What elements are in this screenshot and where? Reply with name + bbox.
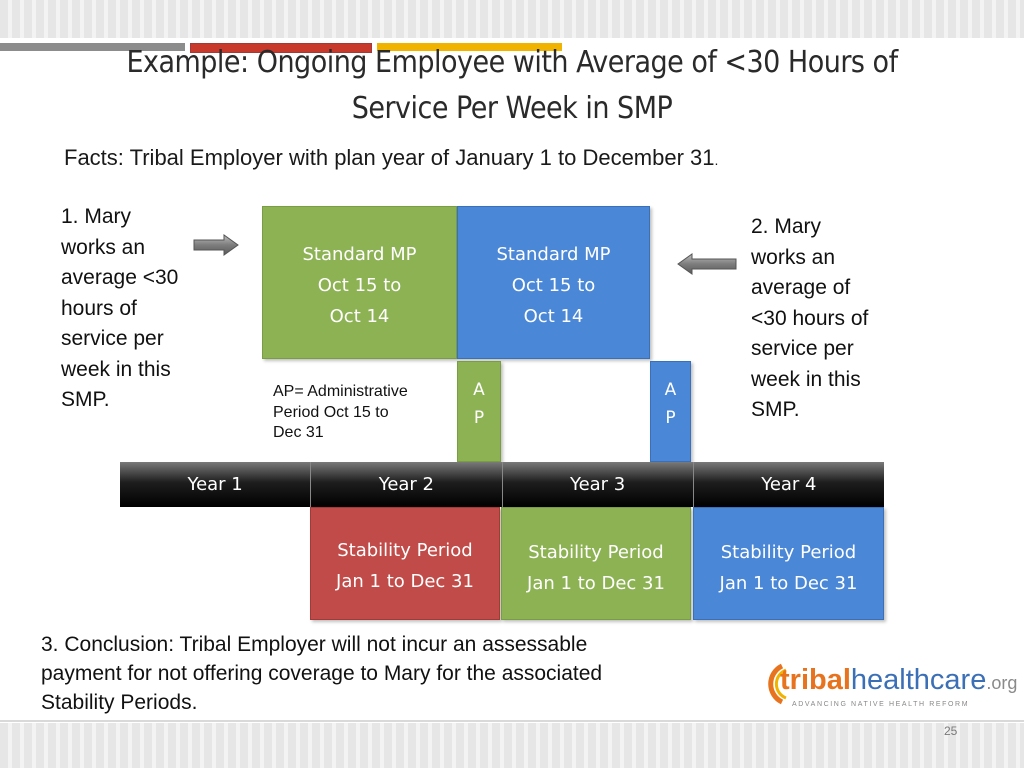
- smp2-line: Standard MP: [496, 244, 611, 265]
- conclusion-line: Stability Periods.: [41, 691, 198, 714]
- stab1-line1: Stability Period: [337, 540, 473, 561]
- stab3-line1: Stability Period: [720, 542, 857, 563]
- note2-line: service per: [751, 337, 854, 360]
- stability-period-2: [501, 507, 691, 620]
- note1-line: works an: [61, 235, 146, 259]
- stability-period-1: [310, 507, 500, 620]
- note1-line: average <30: [61, 266, 179, 289]
- note1-line: SMP.: [61, 388, 110, 411]
- ap-box-1: [457, 361, 501, 462]
- note1-line: service per: [61, 327, 164, 350]
- year-timeline: [120, 462, 884, 507]
- note2-line: week in this: [751, 367, 861, 391]
- ap-definition-note: [273, 382, 448, 444]
- note1-line: hours of: [61, 296, 137, 320]
- stab2-line2: Jan 1 to Dec 31: [527, 573, 665, 594]
- title-line-1: Example: Ongoing Employee with Average of <30 Hours of: [126, 45, 898, 80]
- title-line-2: Service Per Week in SMP: [351, 91, 673, 126]
- stab1-line2: Jan 1 to Dec 31: [336, 571, 474, 592]
- conclusion-text: [41, 630, 761, 717]
- conclusion-line: payment for not offering coverage to Mary for the associated: [41, 662, 603, 685]
- top-texture: [0, 0, 1024, 38]
- logo-tribal: tribal: [780, 664, 851, 696]
- apnote-line: Dec 31: [273, 424, 324, 441]
- year-4: Year 4: [693, 462, 884, 507]
- year-2: Year 2: [310, 462, 501, 507]
- smp2-line: Oct 14: [523, 306, 584, 327]
- ap1-letter-a: A: [473, 380, 485, 400]
- tribalhealthcare-logo: [760, 658, 1018, 714]
- arrow-left-icon: [676, 252, 738, 276]
- year-1: Year 1: [120, 462, 310, 507]
- logo-wordmark: [780, 664, 1017, 697]
- logo-tagline: ADVANCING NATIVE HEALTH REFORM: [792, 701, 970, 708]
- facts-main: Facts: Tribal Employer with plan year of January 1 to December 31: [64, 145, 715, 170]
- note-mary-2: [751, 212, 911, 426]
- logo-healthcare: healthcare: [850, 664, 987, 696]
- note1-line: 1. Mary: [61, 205, 132, 228]
- note2-line: average of: [751, 276, 851, 299]
- smp1-line: Standard MP: [302, 244, 417, 265]
- ap2-letter-p: P: [665, 408, 676, 428]
- slide-title: [20, 40, 1004, 132]
- arrow-right-icon: [192, 233, 240, 257]
- note2-line: 2. Mary: [751, 215, 822, 238]
- page-number: 25: [944, 724, 958, 738]
- apnote-line: AP= Administrative: [273, 383, 408, 400]
- year-3: Year 3: [502, 462, 693, 507]
- stab3-line2: Jan 1 to Dec 31: [719, 573, 858, 594]
- facts-period: .: [714, 152, 719, 168]
- apnote-line: Period Oct 15 to: [273, 403, 389, 421]
- standard-mp-box-1: [262, 206, 457, 359]
- logo-org: .org: [986, 673, 1018, 693]
- bottom-texture: [0, 723, 1024, 768]
- ap2-letter-a: A: [664, 380, 677, 400]
- note2-line: works an: [751, 245, 836, 269]
- conclusion-line: 3. Conclusion: Tribal Employer will not incur an assessable: [41, 633, 588, 656]
- facts-text: [64, 145, 718, 171]
- note-mary-1: [61, 202, 211, 416]
- smp2-line: Oct 15 to: [511, 275, 596, 296]
- ap-box-2: [650, 361, 691, 462]
- note2-line: SMP.: [751, 398, 800, 421]
- smp1-line: Oct 14: [329, 306, 390, 327]
- ap1-letter-p: P: [473, 408, 485, 428]
- note2-line: <30 hours of: [751, 306, 869, 330]
- note1-line: week in this: [61, 357, 171, 381]
- footer-divider: [0, 720, 1024, 722]
- smp1-line: Oct 15 to: [317, 275, 402, 296]
- stability-period-3: [693, 507, 884, 620]
- standard-mp-box-2: [457, 206, 650, 359]
- stab2-line1: Stability Period: [528, 542, 664, 563]
